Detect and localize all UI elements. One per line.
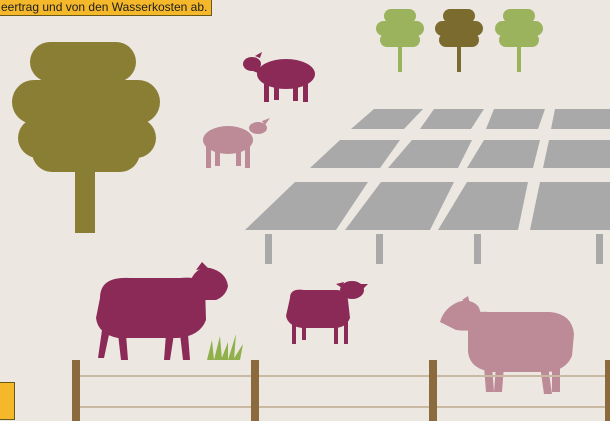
sheep-icon bbox=[440, 296, 574, 394]
small-tree-icon bbox=[435, 9, 483, 72]
caption-label: eertrag und von den Wasserkosten ab. bbox=[0, 0, 212, 16]
small-tree-icon bbox=[376, 9, 424, 72]
side-tab-marker bbox=[0, 382, 15, 420]
small-tree-icon bbox=[495, 9, 543, 72]
sheep-icon bbox=[243, 52, 315, 102]
sheep-icon bbox=[286, 281, 368, 344]
sheep-icon bbox=[96, 262, 228, 360]
solar-panel-icon bbox=[245, 109, 610, 230]
grass-icon bbox=[207, 334, 243, 360]
large-tree-icon bbox=[12, 42, 160, 233]
sheep-icon bbox=[203, 118, 270, 168]
solar-panel-post bbox=[265, 234, 603, 264]
